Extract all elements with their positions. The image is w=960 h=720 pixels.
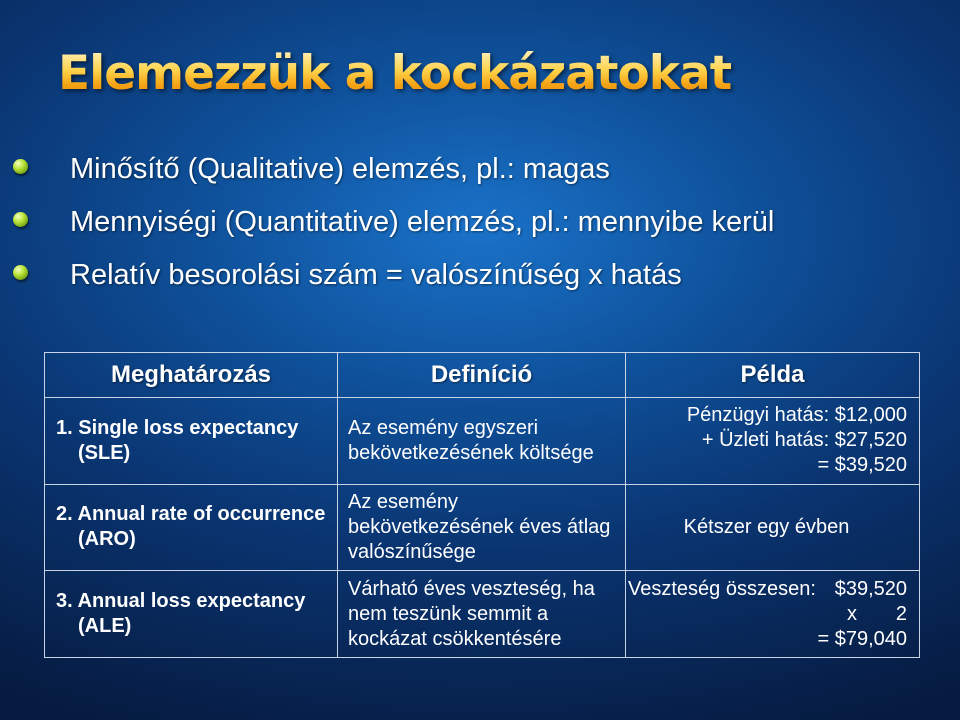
calc-label: Veszteség összesen: [628,577,816,600]
definition-cell [338,398,626,485]
definition-line: Várható éves veszteség, ha [348,577,595,600]
definition-cell [338,571,626,658]
bullet-dot-icon [13,212,28,227]
bullet-text: Mennyiségi (Quantitative) elemzés, pl.: mennyibe kerül [70,206,775,238]
calc-result: = $79,040 [817,627,907,650]
example-line: + Üzleti hatás: $27,520 [701,429,907,452]
term-abbreviation: (SLE) [78,441,131,464]
table-row-sle [45,398,920,485]
term-abbreviation: (ARO) [78,528,136,551]
calc-multiplier: x 2 [846,602,907,625]
header-definicio: Definíció [338,353,626,398]
bullet-text: Relatív besorolási szám = valószínűség x hatás [70,259,682,291]
bullet-text: Minősítő (Qualitative) elemzés, pl.: magas [70,153,610,185]
header-pelda: Példa [626,353,920,398]
definition-line: Az esemény [348,490,459,513]
bullet-list [0,148,960,307]
example-line: Kétszer egy évben [683,515,850,538]
term-name: 3. Annual loss expectancy [56,590,306,613]
definition-line: bekövetkezésének éves átlag [348,515,611,538]
definition-line: Az esemény egyszeri [348,416,539,439]
header-meghatarozas: Meghatározás [45,353,338,398]
table-row-ale [45,571,920,658]
calc-line [626,577,907,602]
definition-line: nem teszünk semmit a [348,602,549,625]
bullet-item [0,254,960,307]
example-cell [626,571,920,658]
calc-value: $39,520 [834,577,907,600]
table-row-aro [45,484,920,571]
term-cell [45,571,338,658]
bullet-dot-icon [13,159,28,174]
term-name: 1. Single loss expectancy [56,416,299,439]
term-cell [45,484,338,571]
term-name: 2. Annual rate of occurrence [56,503,326,526]
slide-title: Elemezzük a kockázatokat [58,46,732,101]
bullet-item [0,148,960,201]
example-cell [626,398,920,485]
definition-cell [338,484,626,571]
table-header-row [45,353,920,398]
term-abbreviation: (ALE) [78,615,132,638]
definition-line: kockázat csökkentésére [348,627,562,650]
bullet-dot-icon [13,265,28,280]
definition-line: valószínűsége [348,540,476,563]
bullet-item [0,201,960,254]
term-cell [45,398,338,485]
risk-table [44,352,920,658]
example-line: = $39,520 [817,454,907,477]
definition-line: bekövetkezésének költsége [348,441,594,464]
example-line: Pénzügyi hatás: $12,000 [686,404,907,427]
example-cell [626,484,920,571]
